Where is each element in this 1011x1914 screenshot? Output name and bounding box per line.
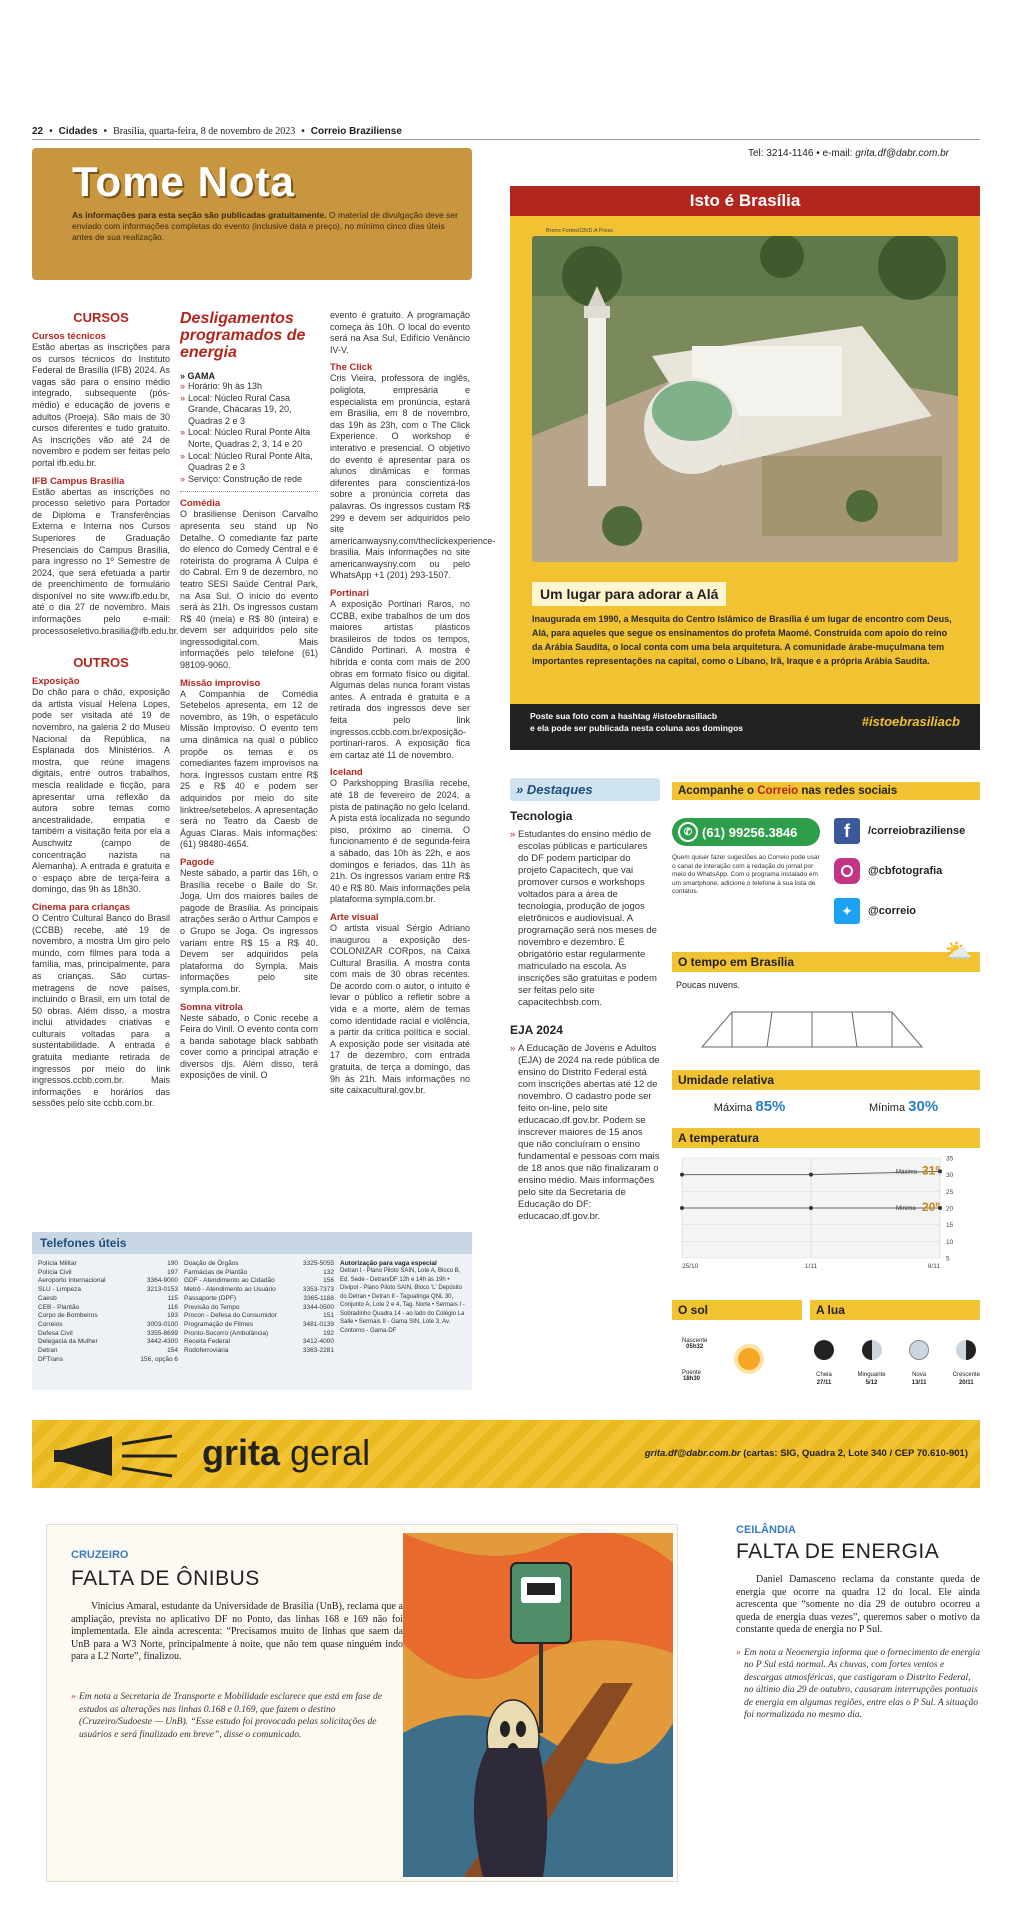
- facebook-icon: f: [834, 818, 860, 844]
- column-cursos-outros: [32, 310, 179, 1110]
- mosque-photo: [532, 236, 958, 562]
- moon-phase: [814, 1340, 834, 1387]
- exposicao-text: Do chão para o chão, exposição da artista visual Helena Lopes, pode ser visitada até 19 de novembro, na galeria 2 do Museu Nacional da República, na Esplanada dos Ministérios. A mostra, que reúne imagens digitais, entre outros trabalhos, mescla realidade e ficção, para apresentar uma reflexão da autora sobre temas como ancestralidade, empatia e também a visitação feita por ela a Auschwitz (campo de concentração nazista na Alemanha). A entrada é gratuita e o espaço abre de terça-feira a domingo, das 9h às 18h30.: [32, 687, 170, 895]
- phone-service: DFTrans: [38, 1355, 64, 1363]
- contact-phone: Tel: 3214-1146 • e-mail:: [748, 148, 853, 159]
- umidade-title: Umidade relativa: [672, 1070, 980, 1090]
- cursos-heading: CURSOS: [73, 310, 129, 325]
- gama-list: [180, 381, 318, 485]
- phone-row: [38, 1295, 178, 1304]
- cinema-text: O Centro Cultural Banco do Brasil (CCBB) recebe, até 19 de novembro, a mostra Um giro pelo mundo, com filmes para toda a família, mas, principalmente, para as crianças. São curtas-metragens de nove países, incluindo o Brasil, em um total de 50 obras. Além disso, a mostra inclui atividades criativas e culturais voltadas para a sustentabilidade. A entrada é gratuita mediante retirada de ingressos por meio do link ingressos.ccbb.com.br. Mais informações e horários das sessões pelo site ccbb.com.br.: [32, 912, 170, 1109]
- ceilandia-kicker: CEILÂNDIA: [736, 1524, 796, 1536]
- facebook-handle: /correiobraziliense: [868, 825, 966, 837]
- phone-number: 115: [167, 1294, 178, 1302]
- portinari-text: A exposição Portinari Raros, no CCBB, exibe trabalhos de um dos maiores artistas plásticos brasileiros de todos os tempos, Cândido Portinari. A mostra é híbrida e conta com mais de 200 obras em formato físico ou digital. Algumas delas nunca foram vistas antes. A entrada é gratuita e a retirada dos ingressos deve ser feita pelo link ingressos.ccbb.com.br/exposição-portinari-raros. A exposição fica em cartaz até 11 de novembro.: [330, 599, 470, 760]
- the-click-heading: The Click: [330, 362, 373, 374]
- umidade-max-value: 85%: [755, 1098, 786, 1115]
- desligamentos-title: Desligamentos programados de energia: [180, 310, 306, 361]
- telefones-column-c: [340, 1260, 466, 1335]
- missao-text: A Companhia de Comédia Setebelos apresenta, em 12 de novembro, às 19h, o espetáculo Missão Improviso. O evento tem uma dinâmica na qual o público propõe os temas e os comediantes fazem improvisos na hora. Ingressos custam entre R$ 25 e R$ 40 e podem ser adquiridos por meio do site linktree/setebelos. A apresentação será no Teatro da Caesb de Águas Claras. Mais informações: (61) 98480-4654.: [180, 688, 318, 850]
- telefones-column-b: [184, 1260, 334, 1356]
- section-name: Cidades: [58, 126, 98, 137]
- phone-service: Programação de Filmes: [184, 1320, 253, 1328]
- destaques-title: » Destaques: [510, 778, 660, 801]
- tempo-title: O tempo em Brasília: [672, 952, 980, 972]
- megaphone-icon: [52, 1434, 182, 1483]
- outros-heading: OUTROS: [73, 655, 129, 671]
- pagode-heading: Pagode: [180, 856, 215, 868]
- poente-time: 18h30: [683, 1376, 701, 1382]
- phone-number: 156, opção 6: [140, 1355, 178, 1363]
- moon-phases: [814, 1340, 980, 1387]
- whatsapp-icon: ✆: [678, 822, 698, 842]
- phone-row: [184, 1304, 334, 1313]
- telefones-column-a: [38, 1260, 178, 1364]
- gama-item: » Serviço: Construção de rede: [180, 474, 318, 486]
- portinari-heading: Portinari: [330, 588, 370, 600]
- cta-line-2: e ela pode ser publicada nesta coluna aos domingos: [530, 723, 744, 733]
- moon-phase: [909, 1340, 929, 1387]
- comedia-heading: Comédia: [180, 498, 221, 510]
- cta-bar: [510, 704, 980, 750]
- moon-phase-date: 27/11: [816, 1380, 832, 1386]
- phone-row: [38, 1277, 178, 1286]
- nascente: [682, 1338, 707, 1350]
- chart-point: [680, 1173, 684, 1177]
- chart-x-tick-label: 1/11: [804, 1263, 818, 1270]
- iceland-text: O Parkshopping Brasília recebe, até 18 de fevereiro de 2024, a pista de patinação no gelo Iceland. A pista está localizada no segundo piso, próximo ao cinema. O funcionamento é de segunda-feira a sábado, das 10h às 22h, e aos domingos e feriados, das 11h às 21h. Os ingressos variam entre R$ 40 e R$ 80. Mais informações pela plataforma sympla.com.br.: [330, 778, 470, 905]
- cruzeiro-text: Vinícius Amaral, estudante da Universidade de Brasília (UnB), reclama que a ampliação, prevista no aplicativo DF no Ponto, das linhas 168 e 169 não foi implementada. Ele ainda acrescenta: “Precisamos muito de linhas que saem da UnB para a W3 Norte, principalmente à noite, que não tem quase ninguém indo para a L2 Norte”, finalizou.: [71, 1601, 403, 1662]
- contact-line: [748, 148, 949, 159]
- instagram-handle: @cbfotografia: [868, 865, 943, 877]
- grita-title-a: grita: [202, 1432, 281, 1473]
- missao-heading: Missão improviso: [180, 677, 261, 689]
- tempo-box: [672, 938, 980, 1057]
- phone-number: 3442-4300: [146, 1338, 178, 1346]
- phone-number: 3355-8699: [146, 1329, 178, 1337]
- twitter-handle: @correio: [868, 905, 917, 917]
- isto-e-brasilia-title: Isto é Brasília: [510, 186, 980, 216]
- whatsapp-number: (61) 99256.3846: [702, 824, 798, 840]
- contact-email[interactable]: grita.df@dabr.com.br: [855, 148, 949, 159]
- sun-icon: [738, 1348, 760, 1370]
- moon-phase: [858, 1340, 886, 1387]
- vaga-especial-text: Detran I - Plano Piloto SAIN, Lote A, Bloco B, Ed. Sede - Detran/DF 12h e 14h às 19h • Divipol - Plano Piloto SAIN, Bloco 'L' Depósito do Detran • Detran II - Taguatinga QNL 30, Conjunto A, Lote 2 e 4, Tag. Norte • Sermais I - Sobradinho Quadra 14 - ao lado do Colégio La Salle • Sermais II - Gama SIN, Lote 3, Av. Contorno - Gama-DF: [340, 1268, 465, 1334]
- phone-row: [38, 1269, 178, 1278]
- destaques-column: [510, 778, 660, 1223]
- cruzeiro-kicker: CRUZEIRO: [71, 1549, 129, 1561]
- mosque-illustration: [532, 236, 958, 562]
- sol-title: O sol: [672, 1300, 802, 1320]
- arte-visual-heading: Arte visual: [330, 911, 379, 923]
- phone-row: [184, 1295, 334, 1304]
- umidade-min: [869, 1098, 938, 1115]
- gama-item: » Horário: 9h às 13h: [180, 381, 318, 393]
- temperature-chart: [672, 1150, 980, 1280]
- phone-row: [184, 1269, 334, 1278]
- phone-service: Polícia Civil: [38, 1268, 72, 1276]
- ceilandia-text: Daniel Damasceno reclama da constante queda de energia que ocorre na quadra 12 do local. Ele ainda acrescenta que “somente no dia 29 de outubro ocorreu a queda de energia duas vezes”, queremos saber o motivo da constante queda de energia no P Sul.: [736, 1574, 980, 1635]
- phone-service: Detran: [38, 1347, 58, 1355]
- phone-number: 154: [167, 1347, 178, 1355]
- cursos-tecnicos-heading: Cursos técnicos: [32, 331, 106, 342]
- chart-min-label: Mínima: [896, 1206, 916, 1212]
- phone-number: 116: [167, 1303, 178, 1311]
- chart-y-tick-label: 20: [946, 1205, 954, 1213]
- phone-row: [184, 1286, 334, 1295]
- umidade-max-label: Máxima: [713, 1102, 753, 1114]
- ceilandia-title: FALTA DE ENERGIA: [736, 1540, 940, 1563]
- nascente-time: 05h32: [686, 1344, 704, 1350]
- phone-service: Correios: [38, 1320, 63, 1328]
- somna-continued: evento é gratuito. A programação começa às 10h. O local do evento será na Asa Sul, Edifício Venâncio IV-V.: [330, 310, 470, 355]
- vaga-especial-title: Autorização para vaga especial: [340, 1260, 437, 1267]
- gama-item: » Local: Núcleo Rural Ponte Alta, Quadras 2 e 3: [180, 451, 318, 474]
- temperatura-title: A temperatura: [672, 1128, 980, 1148]
- gama-item: » Local: Núcleo Rural Casa Grande, Chácaras 19, 20, Quadras 2 e 3: [180, 393, 318, 428]
- moon-phase-date: 20/11: [958, 1380, 974, 1386]
- phone-number: 3353-7373: [302, 1286, 334, 1294]
- brasilia-skyline-illustration: [672, 992, 972, 1052]
- phone-service: Delegacia da Mulher: [38, 1338, 98, 1346]
- chart-y-tick-label: 15: [946, 1222, 954, 1230]
- phone-row: [38, 1321, 178, 1330]
- exposicao-heading: Exposição: [32, 676, 80, 688]
- gama-label: » GAMA: [180, 371, 216, 381]
- phone-number: 156: [323, 1277, 334, 1285]
- telefones-box: [32, 1232, 472, 1390]
- grita-address: (cartas: SIG, Quadra 2, Lote 340 / CEP 70.610-901): [743, 1448, 968, 1459]
- phone-row: [184, 1260, 334, 1269]
- cruzeiro-box: [46, 1524, 678, 1882]
- cursos-tecnicos-text: Estão abertas as inscrições para os cursos técnicos do Instituto Federal de Brasília (IFB) 2024. As vagas são para o ensino médio integrado, subsequente (pós-médio) e educação de jovens e adultos (Proeja). São mais de 30 cursos diferentes e tudo gratuito. As inscrições vão até 24 de novembro e podem ser feitas pelo portal ifb.edu.br.: [32, 342, 170, 468]
- cruzeiro-reply: » Em nota a Secretaria de Transporte e Mobilidade esclarece que está em fase de estudos as alterações nas linhas 0.168 e 0.169, que fazem o destino (Cruzeiro/Sudoeste — UnB). “Esse estudo foi provocado pelas solicitações de usuários e será finalizado em breve”, disse o comunicado.: [71, 1691, 403, 1741]
- phone-number: 197: [167, 1268, 178, 1276]
- phone-service: SLU - Limpeza: [38, 1286, 81, 1294]
- phone-number: 3412-4000: [302, 1338, 334, 1346]
- phone-number: 3365-1188: [303, 1294, 334, 1302]
- grita-geral-banner: [32, 1420, 980, 1488]
- phone-row: [38, 1260, 178, 1269]
- moon-phase-icon: [956, 1340, 976, 1360]
- chart-point: [809, 1173, 813, 1177]
- phone-service: Caesb: [38, 1294, 57, 1302]
- moon-phase-label: Nova: [912, 1372, 927, 1378]
- cruzeiro-title: FALTA DE ÔNIBUS: [71, 1567, 260, 1590]
- phone-service: Previsão do Tempo: [184, 1303, 240, 1311]
- page-header: 22 • Cidades • Brasília, quarta-feira, 8 de novembro de 2023 • Correio Braziliense: [32, 124, 980, 140]
- phone-row: [184, 1347, 334, 1356]
- chart-y-tick-label: 10: [946, 1238, 954, 1246]
- chart-point: [809, 1206, 813, 1210]
- moon-phase-icon: [862, 1340, 882, 1360]
- cta-line-1: Poste sua foto com a hashtag #istoebrasiliacb: [530, 711, 718, 721]
- phone-row: [184, 1330, 334, 1339]
- chart-x-tick-label: 25/10: [682, 1263, 699, 1270]
- redes-title-brand: Correio: [757, 785, 799, 797]
- dateline: Brasília, quarta-feira, 8 de novembro de 2023: [113, 126, 296, 137]
- moon-phase-label: Crescente: [952, 1372, 980, 1378]
- phone-row: [38, 1312, 178, 1321]
- chart-y-tick-label: 25: [946, 1188, 954, 1196]
- phone-service: Aeroporto Internacional: [38, 1277, 106, 1285]
- chart-point: [680, 1206, 684, 1210]
- phone-number: 3325-5055: [302, 1260, 334, 1267]
- paper-name: Correio Braziliense: [310, 126, 402, 137]
- comedia-text: O brasiliense Denison Carvalho apresenta seu stand up No Detalhe. O comediante faz parte do elenco do Comedy Central e é roteirista do programa A Culpa é do Cabral. Em 9 de dezembro, no teatro SESI Saúde Central Park, na Asa Sul. O início do evento será às 21h. Os ingressos custam R$ 40 (meia) e R$ 80 (inteira) e devem ser adquiridos pelo site ingressodigital.com. Mais informações pelo telefone (61) 98109-9060.: [180, 509, 318, 671]
- poente-label: Poente: [682, 1370, 702, 1376]
- moon-phase: [953, 1340, 980, 1387]
- whatsapp-note: Quem quiser fazer sugestões ao Correio pode usar o canal de interação com a redação do jornal por meio do WhatsApp. Com o programa instalado em um smartphone, adicione o telefone à sua lista de contatos.: [672, 854, 820, 895]
- tome-nota-note: [72, 210, 462, 243]
- tempo-summary: Poucas nuvens.: [676, 980, 741, 990]
- whatsapp-badge[interactable]: [672, 818, 820, 846]
- phone-service: CEB - Plantão: [38, 1303, 80, 1311]
- umidade-min-label: Mínima: [869, 1102, 906, 1114]
- moon-phase-date: 13/11: [911, 1380, 927, 1386]
- somna-text: Neste sábado, o Conic recebe a Feira do Vinil. O evento conta com a banda sabotage black sabbath cover como a principal atração e diversos djs. Além disso, terá exposições de vinil. O: [180, 1012, 318, 1081]
- phone-number: 3213-0153: [146, 1286, 178, 1294]
- cta-hashtag[interactable]: #istoebrasiliacb: [861, 714, 960, 729]
- phone-row: [38, 1304, 178, 1313]
- instagram-icon: [834, 858, 860, 884]
- eja-heading: EJA 2024: [510, 1023, 563, 1037]
- tome-nota-title: Tome Nota: [72, 158, 295, 205]
- tome-nota-note-text: O material de divulgação deve ser enviado com informações completas do evento (inclusive data e preço), no mínimo cinco dias úteis antes de sua realização.: [72, 210, 458, 242]
- moon-phase-label: Minguante: [857, 1372, 886, 1378]
- twitter-row[interactable]: [834, 898, 916, 924]
- grita-email[interactable]: grita.df@dabr.com.br: [644, 1448, 741, 1459]
- scream-illustration: [403, 1533, 673, 1877]
- phone-service: Polícia Militar: [38, 1260, 77, 1267]
- caption-title: Um lugar para adorar a Alá: [532, 582, 726, 606]
- phone-service: Defesa Civil: [38, 1329, 73, 1337]
- phone-number: 193: [167, 1312, 178, 1320]
- chart-y-tick-label: 30: [946, 1172, 954, 1180]
- phone-number: 132: [323, 1268, 334, 1276]
- phone-number: 3363-2281: [302, 1347, 334, 1355]
- caption-text: Inaugurada em 1990, a Mesquita do Centro Islâmico de Brasília é um lugar de encontro com Deus, Alá, para aqueles que segue os ensinamentos do profeta Maomé. Construída com apoio do reino da Arábia Saudita, o local conta com uma bela arquitetura. A comunidade árabe-muçulmana tem importantes representações na capital, como o Líbano, Irã, Iraque e a própria Arábia Saudita.: [532, 614, 952, 666]
- redes-title-post: nas redes sociais: [801, 785, 898, 797]
- moon-phase-label: Cheia: [816, 1372, 832, 1378]
- phone-row: [184, 1338, 334, 1347]
- phone-number: 3481-0139: [302, 1320, 334, 1328]
- phone-row: [38, 1286, 178, 1295]
- arte-visual-text: O artista visual Sérgio Adriano inaugurou a exposição des-COLONIZAR CORpos, na Caixa Cultural Brasília. A mostra conta com mais de 30 obras recentes. De acordo com o autor, o intuito é levar o público a refletir sobre a vida e a morte, além de temas como identidade racial e violência, a partir da crítica política e social. A exposição pode ser visitada até 17 de dezembro, com entrada gratuita, de terça a domingo, das 9h às 21h. Mais informações no site caixacultural.gov.br.: [330, 922, 470, 1096]
- phone-service: Pronto-Socorro (Ambulância): [184, 1329, 269, 1337]
- photo-credit: Breno Fortes/CB/D.A Press: [546, 228, 613, 234]
- phone-row: [38, 1338, 178, 1347]
- chart-y-tick-label: 5: [946, 1255, 950, 1263]
- phone-service: Passaporte (DPF): [184, 1294, 237, 1302]
- umidade-min-value: 30%: [908, 1098, 939, 1115]
- phone-service: GDF - Atendimento ao Cidadão: [184, 1277, 275, 1285]
- chart-x-tick-label: 8/11: [927, 1263, 940, 1270]
- tecnologia-text: » Estudantes do ensino médio de escolas públicas e particulares do DF podem participar do projeto Capacitech, que vai promover cursos e workshops voltados para a área de tecnologia, produção de jogos eletrônicos e audiovisual. A programação será nos meses de novembro e dezembro. É obrigatório estar regularmente matriculado na escola. As inscrições são gratuitas e podem ser feitas pelo site capacitechbsb.com.: [510, 829, 660, 1009]
- phone-number: 3003-0100: [146, 1320, 178, 1328]
- phone-service: Corpo de Bombeiros: [38, 1312, 98, 1320]
- tome-nota-note-bold: As informações para esta seção são publicadas gratuitamente.: [72, 210, 327, 220]
- phone-row: [184, 1321, 334, 1330]
- phone-service: Receita Federal: [184, 1338, 230, 1346]
- phone-number: 3364-9000: [146, 1277, 178, 1285]
- poente: [682, 1370, 701, 1382]
- the-click-text: Cris Vieira, professora de inglês, poliglota, empresária e especialista em pronúncia, estará em Brasília, em 8 de novembro, das 19h às 23h, com o The Click Experience. O workshop é interativo e presencial. O objetivo do evento é apresentar para os alunos dinâmicas e formas diferentes para conscientizá-los sobre a pronúncia correta das palavras. Os ingressos custam R$ 299 e devem ser adquiridos pelo site americanwaysny.com/theclickexperience-brasilia. Mais informações no site americanwaysny.com ou pelo WhatsApp +1 (201) 293-1507.: [330, 373, 496, 581]
- phone-service: Doação de Órgãos: [184, 1260, 239, 1267]
- phone-row: [38, 1356, 178, 1365]
- chart-min-value: 20º: [922, 1200, 940, 1214]
- column-desligamentos: [180, 310, 318, 1082]
- tome-nota-banner: [32, 148, 472, 280]
- redes-title-pre: Acompanhe o: [678, 785, 755, 797]
- phone-number: 192: [323, 1329, 334, 1337]
- instagram-row[interactable]: [834, 858, 942, 884]
- temperatura-box: [672, 1128, 980, 1288]
- pagode-text: Neste sábado, a partir das 16h, o Brasília recebe o Baile do Sr. Joga. Um dos maiores bailes de pagode de Brasília. As principais atrações serão o Arthur Campos e o Grupo se Joga. Os ingressos variam entre R$ 15 a R$ 40. Devem ser adquiridos pela plataforma do Sympla. Mais informações pelo site sympla.com.br.: [180, 867, 318, 994]
- chart-y-tick-label: 35: [946, 1155, 954, 1163]
- chart-max-value: 31º: [922, 1163, 940, 1178]
- phone-number: 190: [167, 1260, 178, 1267]
- twitter-icon: ✦: [834, 898, 860, 924]
- phone-row: [184, 1312, 334, 1321]
- cinema-heading: Cinema para crianças: [32, 901, 131, 913]
- umidade-max: [714, 1098, 786, 1115]
- phone-service: Procon - Defesa do Consumidor: [184, 1312, 277, 1320]
- tecnologia-heading: Tecnologia: [510, 809, 573, 823]
- ifb-campus-text: Estão abertas as inscrições no processo seletivo para Portador de Diploma e Transferências Externa e Interna nos Cursos Superiores de Graduação Presenciais do Campus Brasília, para ingresso no 1º Semestre de 2024, que será efetuada a partir de preenchimento de formulário disponível no site www.ifb.edu.br, até o dia 27 de novembro. Mais informações pelo e-mail: processoseletivo.brasilia@ifb.edu.br.: [32, 486, 179, 636]
- grita-geral-title: [202, 1432, 370, 1474]
- telefones-title: Telefones úteis: [32, 1232, 472, 1254]
- iceland-heading: Iceland: [330, 767, 363, 779]
- ceilandia-reply: » Em nota a Neoenergia informa que o fornecimento de energia no P Sul está normal. As chuvas, com fortes ventos e descargas atmosféricas, que castigaram o Distrito Federal, no último dia 29 de outubro, causaram interrupções pontuais de energia em algumas regiões, entre elas o P Sul. A situação foi normalizada no mesmo dia.: [736, 1647, 980, 1722]
- gama-item: » Local: Núcleo Rural Ponte Alta Norte, Quadras 2, 3, 14 e 20: [180, 427, 318, 450]
- grita-title-b: geral: [290, 1432, 371, 1473]
- isto-e-brasilia-box: [510, 186, 980, 750]
- phone-row: [184, 1277, 334, 1286]
- phone-row: [38, 1330, 178, 1339]
- chart-max-label: Máxima: [896, 1169, 918, 1176]
- umidade-box: [672, 1070, 980, 1115]
- weather-icon: ⛅: [944, 938, 972, 963]
- grita-contact: [645, 1448, 968, 1459]
- redes-title: [672, 782, 980, 800]
- moon-phase-icon: [909, 1340, 929, 1360]
- redes-sociais-box: [672, 782, 980, 940]
- ifb-campus-heading: IFB Campus Brasília: [32, 475, 125, 487]
- eja-text: » A Educação de Jovens e Adultos (EJA) de 2024 na rede pública de ensino do Distrito Federal está com inscrições abertas até 12 de novembro. O cadastro pode ser feito on-line, pelo site educacao.df.gov.br. Podem se inscrever maiores de 15 anos que não concluíram o ensino fundamental e pessoas com mais de 18 anos que não finalizaram o ensino médio. Mais informações pelo site da Secretaria de Educação do DF: educacao.df.gov.br.: [510, 1043, 660, 1223]
- somna-heading: Somna vitrola: [180, 1001, 243, 1013]
- phone-row: [38, 1347, 178, 1356]
- facebook-row[interactable]: [834, 818, 965, 844]
- phone-number: 3344-0500: [302, 1303, 334, 1311]
- column-eventos: [330, 310, 496, 1097]
- lua-title: A lua: [810, 1300, 980, 1320]
- nascente-label: Nascente: [682, 1338, 708, 1344]
- ceilandia-column: [736, 1524, 980, 1722]
- phone-service: Farmácias de Plantão: [184, 1268, 248, 1276]
- phone-service: Metrô - Atendimento ao Usuário: [184, 1286, 276, 1294]
- moon-phase-icon: [814, 1340, 834, 1360]
- page-number: 22: [32, 126, 44, 137]
- moon-phase-date: 5/12: [865, 1380, 878, 1386]
- sol-lua-box: [672, 1300, 980, 1410]
- phone-number: 151: [323, 1312, 334, 1320]
- phone-service: Rodoferroviária: [184, 1347, 229, 1355]
